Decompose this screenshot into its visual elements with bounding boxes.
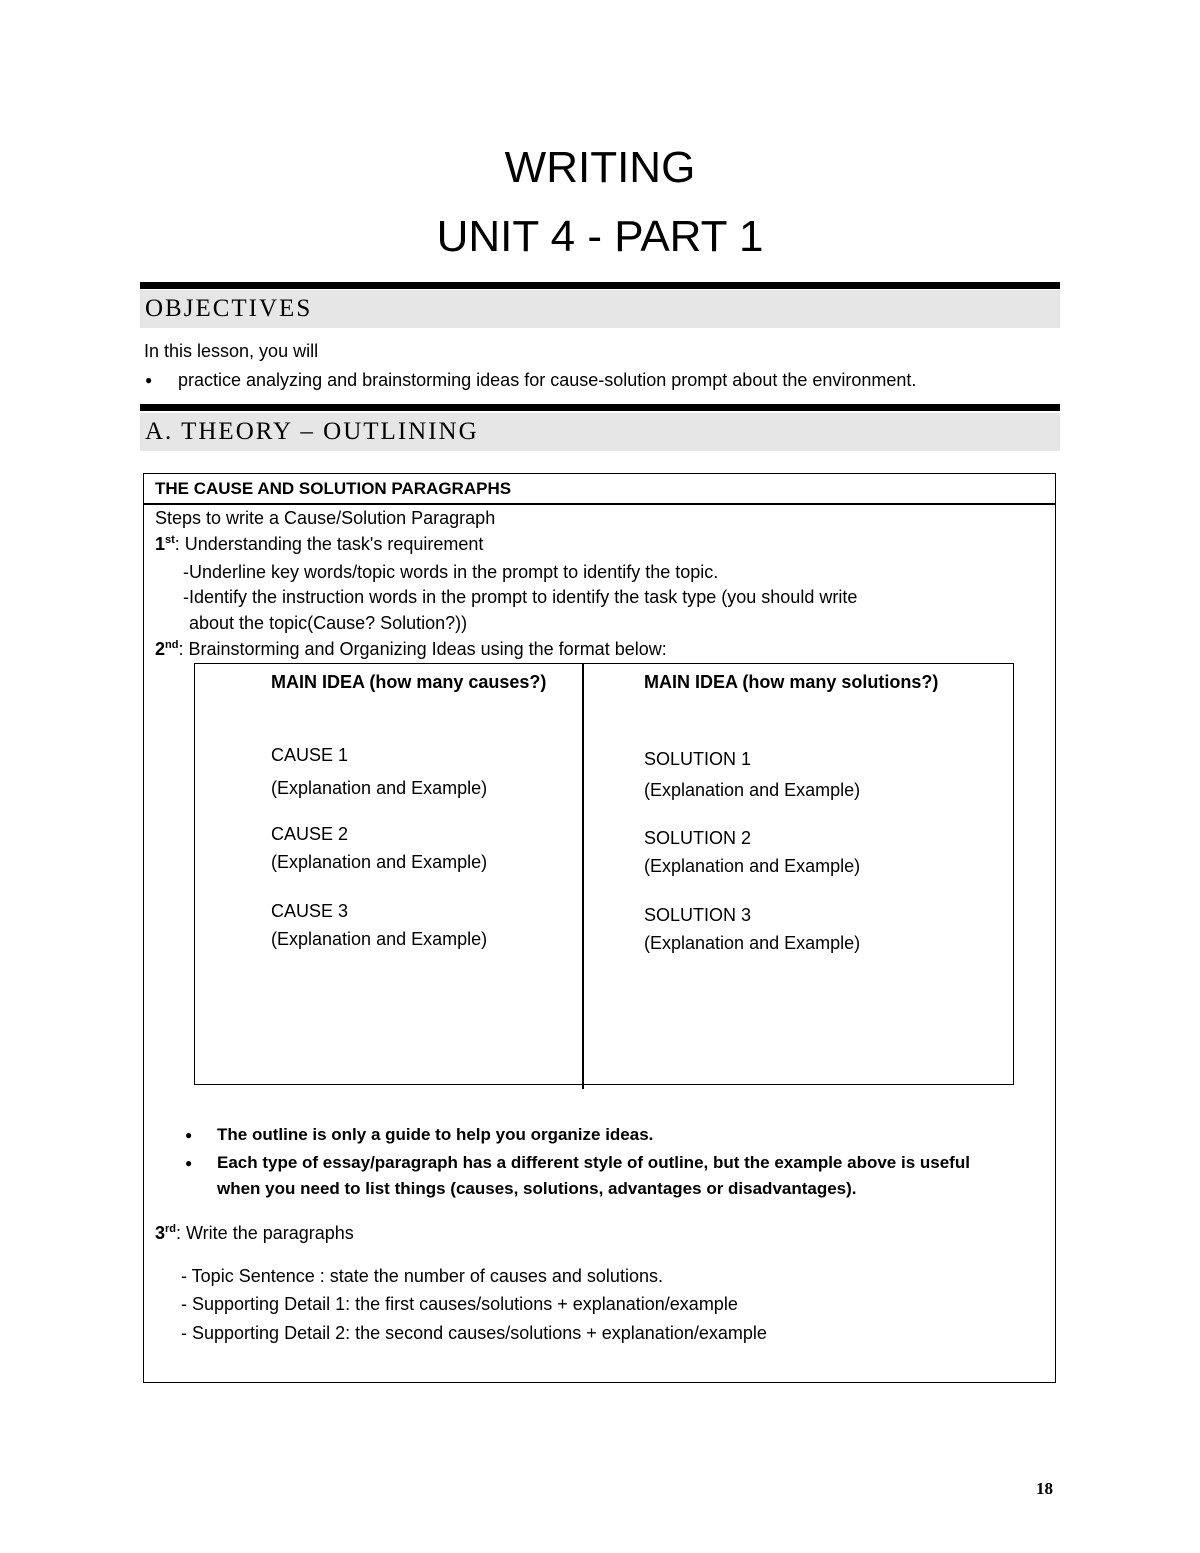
solution-detail: (Explanation and Example) <box>644 933 861 953</box>
cause-title: CAUSE 2 <box>271 824 349 844</box>
cause-detail: (Explanation and Example) <box>271 929 488 949</box>
bullet-icon: ● <box>145 373 153 387</box>
step-2-label: : Brainstorming and Organizing Ideas using the format below: <box>178 639 667 659</box>
line-rest: the first causes/solutions + explanation/example <box>350 1294 738 1314</box>
cause-detail: (Explanation and Example) <box>271 778 488 798</box>
outline-divider <box>582 663 584 1089</box>
solution-title: SOLUTION 2 <box>644 828 752 848</box>
step-3-line <box>181 1322 767 1344</box>
step-1-line: -Underline key words/topic words in the prompt to identify the topic. <box>183 562 719 582</box>
objectives-item: practice analyzing and brainstorming ideas for cause-solution prompt about the environment. <box>178 370 917 390</box>
page-subtitle: UNIT 4 - PART 1 <box>436 212 764 261</box>
line-prefix: - <box>181 1323 192 1343</box>
causes-main-idea: MAIN IDEA (how many causes?) <box>271 672 547 692</box>
note: Each type of essay/paragraph has a different style of outline, but the example above is useful <box>217 1153 970 1172</box>
step-2-number: 2 <box>155 639 166 659</box>
objectives-band <box>140 290 1060 328</box>
section-rule <box>140 404 1060 411</box>
cause-title: CAUSE 3 <box>271 901 349 921</box>
step-3-label: : Write the paragraphs <box>176 1223 354 1243</box>
line-bold: Topic Sentence : <box>191 1266 325 1286</box>
solution-detail: (Explanation and Example) <box>644 856 861 876</box>
step-2-sup: nd <box>165 639 179 651</box>
solution-detail: (Explanation and Example) <box>644 780 861 800</box>
outline-table <box>194 663 1014 1085</box>
line-rest: state the number of causes and solutions. <box>324 1266 663 1286</box>
bullet-icon: ● <box>185 1128 193 1142</box>
line-prefix: - <box>181 1294 192 1314</box>
line-bold: Supporting Detail 1: <box>192 1294 351 1314</box>
step-1-line: about the topic(Cause? Solution?)) <box>189 613 468 633</box>
step-1-sup: st <box>165 534 175 546</box>
objectives-intro: In this lesson, you will <box>144 341 319 361</box>
step-3 <box>155 1222 354 1244</box>
objectives-heading: OBJECTIVES <box>145 295 313 322</box>
solution-title: SOLUTION 3 <box>644 905 752 925</box>
note: when you need to list things (causes, solutions, advantages or disadvantages). <box>217 1179 857 1198</box>
section-a-heading: A. THEORY – OUTLINING <box>145 418 479 445</box>
step-2 <box>155 638 667 660</box>
line-rest: the second causes/solutions + explanation/example <box>350 1323 767 1343</box>
steps-title: Steps to write a Cause/Solution Paragraph <box>155 508 496 528</box>
step-1-label: : Understanding the task's requirement <box>174 534 484 554</box>
step-1-number: 1 <box>155 534 166 554</box>
line-bold: Supporting Detail 2: <box>192 1323 351 1343</box>
step-3-sup: rd <box>165 1223 177 1235</box>
cause-detail: (Explanation and Example) <box>271 852 488 872</box>
section-rule <box>140 282 1060 289</box>
step-3-number: 3 <box>155 1223 166 1243</box>
step-3-line <box>181 1265 663 1287</box>
step-1-line: -Identify the instruction words in the prompt to identify the task type (you should write <box>183 587 858 607</box>
bullet-icon: ● <box>185 1156 193 1170</box>
solution-title: SOLUTION 1 <box>644 749 752 769</box>
page-number: 18 <box>1036 1479 1053 1498</box>
box-header: THE CAUSE AND SOLUTION PARAGRAPHS <box>155 479 512 498</box>
solutions-main-idea: MAIN IDEA (how many solutions?) <box>644 672 939 692</box>
step-3-line <box>181 1293 738 1315</box>
section-a-band <box>140 413 1060 451</box>
step-1 <box>155 533 483 555</box>
box-header-divider <box>143 503 1056 505</box>
note: The outline is only a guide to help you organize ideas. <box>217 1125 654 1144</box>
cause-title: CAUSE 1 <box>271 745 349 765</box>
page-title: WRITING <box>504 143 696 192</box>
line-prefix: - <box>181 1266 192 1286</box>
